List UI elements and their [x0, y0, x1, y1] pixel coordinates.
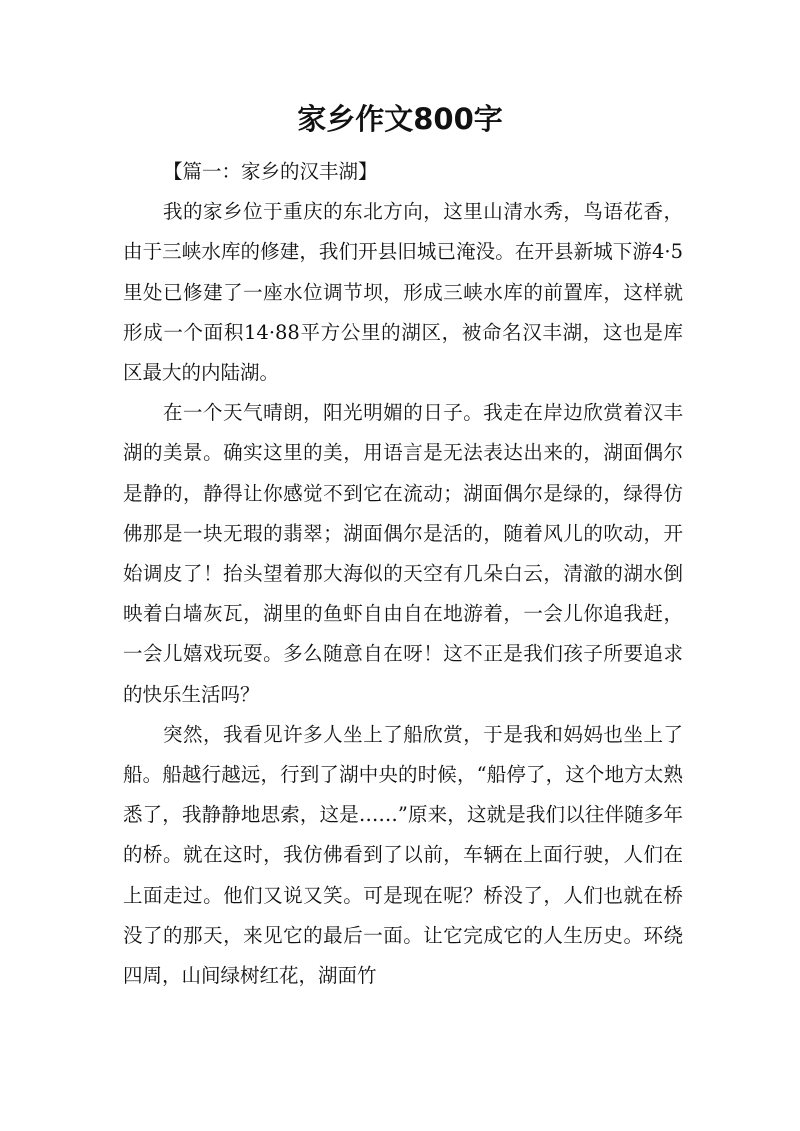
paragraph-3: 突然，我看见许多人坐上了船欣赏，于是我和妈妈也坐上了船。船越行越远，行到了湖中央的时候，“船停了，这个地方太熟悉了，我静静地思索，这是……”原来，这就是我们以往伴随多年的桥。就在这时，我仿佛看到了以前，车辆在上面行驶，人们在上面走过。他们又说又笑。可是现在呢？桥没了，人们也就在桥没了的那天，来见它的最后一面。让它完成它的人生历史。环绕四周，山间绿树红花，湖面竹 [123, 722, 683, 988]
section-heading: 【篇一：家乡的汉丰湖】 [163, 160, 378, 183]
paragraph-1: 我的家乡位于重庆的东北方向，这里山清水秀，鸟语花香，由于三峡水库的修建，我们开县旧城已淹没。在开县新城下游4·5里处已修建了一座水位调节坝，形成三峡水库的前置库，这样就形成一个面积14·88平方公里的湖区，被命名汉丰湖，这也是库区最大的内陆湖。 [123, 200, 683, 385]
document-title: 家乡作文800字 [297, 102, 503, 136]
paragraph-2: 在一个天气晴朗，阳光明媚的日子。我走在岸边欣赏着汉丰湖的美景。确实这里的美，用语言是无法表达出来的，湖面偶尔是静的，静得让你感觉不到它在流动；湖面偶尔是绿的，绿得仿佛那是一块无瑕的翡翠；湖面偶尔是活的，随着风儿的吹动，开始调皮了！抬头望着那大海似的天空有几朵白云，清澈的湖水倒映着白墙灰瓦，湖里的鱼虾自由自在地游着，一会儿你追我赶，一会儿嬉戏玩耍。多么随意自在呀！这不正是我们孩子所要追求的快乐生活吗？ [123, 401, 683, 706]
document-body [123, 152, 683, 996]
